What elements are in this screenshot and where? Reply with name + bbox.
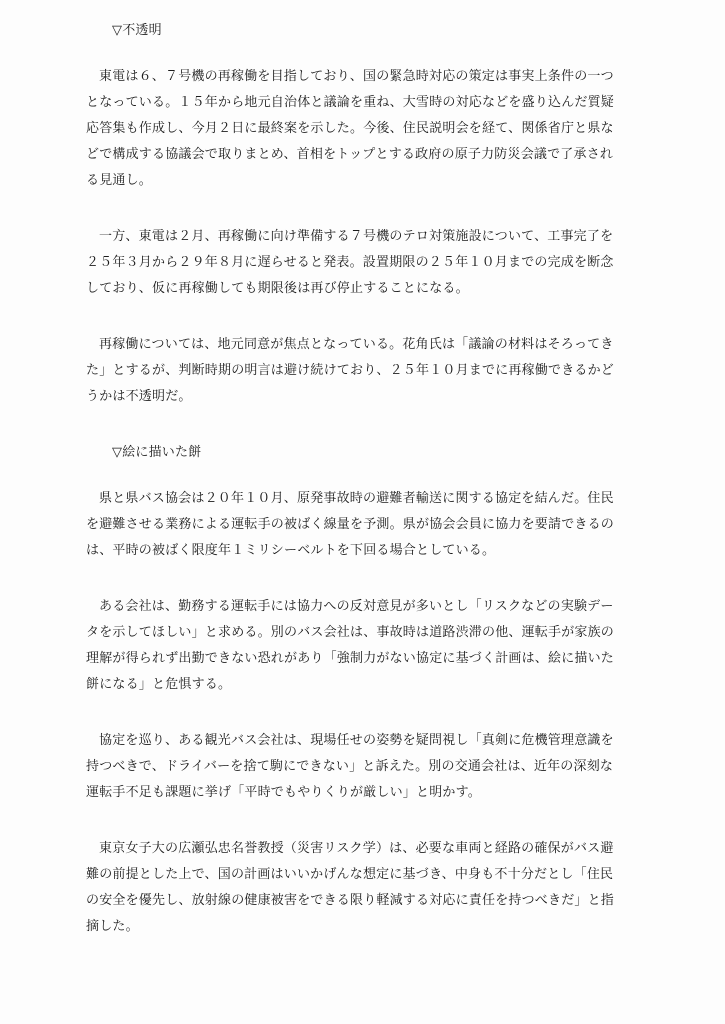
- paragraph: 東電は６、７号機の再稼働を目指しており、国の緊急時対応の策定は事実上条件の一つとなっている。１５年から地元自治体と議論を重ね、大雪時の対応などを盛り込んだ質疑応答集も作成し、今月２日に最終案を示した。今後、住民説明会を経て、関係省庁と県などで構成する協議会で取りまとめ、首相をトップとする政府の原子力防災会議で了承される見通し。: [86, 69, 615, 188]
- article-body: [86, 18, 616, 970]
- paragraph: 再稼働については、地元同意が焦点となっている。花角氏は「議論の材料はそろってきた」とするが、判断時期の明言は避け続けており、２５年１０月までに再稼働できるかどうかは不透明だ。: [86, 337, 615, 404]
- paragraph: 県と県バス協会は２０年１０月、原発事故時の避難者輸送に関する協定を結んだ。住民を避難させる業務による運転手の被ばく線量を予測。県が協会会員に協力を要請できるのは、平時の被ばく限度年１ミリシーベルトを下回る場合としている。: [86, 491, 615, 558]
- section-heading-opacity: ▽不透明: [112, 23, 162, 38]
- section-heading-pie-in-the-sky: ▽絵に描いた餅: [112, 445, 202, 460]
- paragraph: 東京女子大の広瀬弘忠名誉教授（災害リスク学）は、必要な車両と経路の確保がバス避難の前提とした上で、国の計画はいいかげんな想定に基づき、中身も不十分だとし「住民の安全を優先し、放射線の健康被害をできる限り軽減する対応に責任を持つべきだ」と指摘した。: [86, 841, 615, 934]
- paragraph: ある会社は、勤務する運転手には協力への反対意見が多いとし「リスクなどの実験データを示してほしい」と求める。別のバス会社は、事故時は道路渋滞の他、運転手が家族の理解が得られず出勤できない恐れがあり「強制力がない協定に基づく計画は、絵に描いた餅になる」と危惧する。: [86, 599, 615, 692]
- paragraph: 一方、東電は２月、再稼働に向け準備する７号機のテロ対策施設について、工事完了を２５年３月から２９年８月に遅らせると発表。設置期限の２５年１０月までの完成を断念しており、仮に再稼働しても期限後は再び停止することになる。: [86, 229, 614, 296]
- paragraph: 協定を巡り、ある観光バス会社は、現場任せの姿勢を疑問視し「真剣に危機管理意識を持つべきで、ドライバーを捨て駒にできない」と訴えた。別の交通会社は、近年の深刻な運転手不足も課題に挙げ「平時でもやりくりが厳しい」と明かす。: [86, 733, 614, 800]
